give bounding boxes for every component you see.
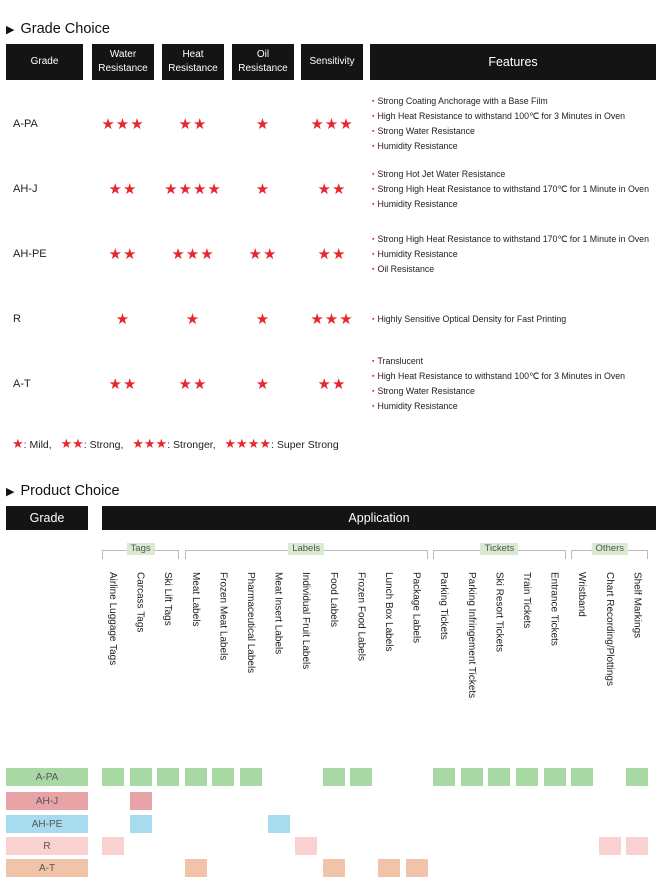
water-rating-stars: ★ (115, 311, 131, 328)
sensitivity-rating-stars: ★★★ (310, 311, 354, 328)
application-match-cell (130, 792, 152, 810)
feature-text: Highly Sensitive Optical Density for Fast Printing (377, 313, 567, 324)
legend-stars-stronger: ★★★ (132, 436, 168, 451)
water-rating-stars: ★★ (108, 181, 138, 198)
feature-text: Strong Coating Anchorage with a Base Film (377, 96, 548, 106)
grade-cell (13, 352, 31, 416)
bullet-icon: ▪ (372, 315, 375, 323)
feature-text: Translucent (377, 356, 424, 366)
water-rating-stars: ★★ (108, 246, 138, 263)
bullet-icon: ▪ (372, 373, 375, 380)
application-column-label: Parking Infringement Tickets (465, 572, 477, 699)
legend-label-strong: : Strong, (83, 439, 124, 451)
feature-item (372, 247, 656, 262)
feature-text: Humidity Resistance (377, 248, 458, 259)
bullet-icon: ▪ (372, 250, 375, 258)
application-column-label: Parking Tickets (438, 572, 450, 640)
grade-cell (13, 222, 47, 286)
feature-text: Humidity Resistance (377, 141, 458, 151)
feature-item (372, 94, 656, 109)
grade-cell (13, 157, 37, 221)
application-column-label: Ski Lift Tags (162, 572, 174, 626)
sensitivity-rating-stars: ★★ (317, 376, 347, 393)
features-list (372, 352, 656, 416)
application-column-label: Wristband (576, 572, 588, 617)
application-match-cell (406, 859, 428, 877)
heat-rating-stars: ★ (185, 311, 201, 328)
oil-rating-stars: ★ (255, 376, 271, 393)
grade-name: A-PA (13, 118, 38, 130)
feature-text: High Heat Resistance to withstand 100℃ for 3 Minutes in Oven (377, 371, 626, 381)
heat-rating-stars: ★★★★ (164, 181, 222, 198)
application-column-label: Shelf Markings (631, 572, 643, 639)
application-match-cell (516, 768, 538, 786)
feature-text: Strong Water Resistance (377, 386, 475, 396)
application-match-cell (102, 768, 124, 786)
application-match-cell (185, 768, 207, 786)
application-match-cell (378, 859, 400, 877)
application-match-cell (323, 859, 345, 877)
feature-item (372, 139, 656, 154)
grade-name: AH-PE (13, 248, 47, 260)
legend-label-stronger: : Stronger, (167, 439, 216, 451)
application-column-label: Meat Insert Labels (272, 572, 284, 655)
header-sensitivity: Sensitivity (301, 44, 363, 80)
application-match-cell (130, 815, 152, 833)
application-column-label: Airline Luggage Tags (107, 572, 118, 666)
legend-stars-super-strong: ★★★★ (224, 436, 272, 451)
water-rating-stars: ★★★ (101, 116, 145, 133)
application-match-cell (350, 768, 372, 786)
product-grade-label: A-T (6, 859, 88, 877)
feature-item (372, 124, 656, 139)
application-column-label: Lunch Box Labels (383, 572, 394, 652)
application-column-label: Frozen Meat Labels (217, 572, 229, 661)
feature-text: Oil Resistance (377, 263, 435, 274)
oil-rating-stars: ★★ (248, 246, 278, 263)
group-label: Labels (288, 543, 324, 555)
application-match-cell (268, 815, 290, 833)
features-list (372, 287, 656, 351)
application-match-cell (626, 837, 648, 855)
application-column-label: Package Labels (410, 572, 422, 644)
application-match-cell (157, 768, 179, 786)
feature-item (372, 182, 656, 197)
feature-item (372, 262, 656, 277)
star-legend (12, 436, 339, 452)
application-match-cell (461, 768, 483, 786)
bullet-icon: ▪ (372, 143, 375, 150)
application-column-label: Entrance Tickets (548, 572, 560, 646)
bullet-icon: ▪ (372, 358, 375, 365)
application-match-cell (571, 768, 593, 786)
header-oil-resistance: Oil Resistance (232, 44, 294, 80)
legend-label-mild: : Mild, (23, 439, 52, 451)
product-grade-label: AH-PE (6, 815, 88, 833)
product-grade-label: R (6, 837, 88, 855)
header-product-grade: Grade (6, 506, 88, 530)
legend-stars-strong: ★★ (60, 436, 84, 451)
application-column-label: Train Tickets (521, 572, 532, 629)
heat-rating-stars: ★★★ (171, 246, 215, 263)
legend-stars-mild: ★ (12, 436, 24, 451)
feature-item (372, 354, 656, 369)
sensitivity-rating-stars: ★★ (317, 181, 347, 198)
header-grade: Grade (6, 44, 83, 80)
feature-text: Humidity Resistance (377, 401, 458, 411)
features-list (372, 92, 656, 156)
bullet-icon: ▪ (372, 200, 375, 208)
feature-text: Humidity Resistance (377, 198, 458, 209)
oil-rating-stars: ★ (255, 116, 271, 133)
application-match-cell (240, 768, 262, 786)
feature-text: Strong High Heat Resistance to withstand 170℃ for 1 Minute in Oven (377, 183, 649, 194)
feature-item (372, 399, 656, 414)
feature-text: Strong Hot Jet Water Resistance (377, 168, 506, 179)
feature-item (372, 167, 656, 182)
sensitivity-rating-stars: ★★★ (310, 116, 354, 133)
water-rating-stars: ★★ (108, 376, 138, 393)
application-match-cell (599, 837, 621, 855)
feature-text: Strong Water Resistance (377, 126, 475, 136)
triangle-icon: ▶ (6, 486, 15, 498)
application-match-cell (130, 768, 152, 786)
application-match-cell (102, 837, 124, 855)
header-heat-resistance: Heat Resistance (162, 44, 224, 80)
application-column-label: Ski Resort Tickets (493, 572, 505, 653)
heat-rating-stars: ★★ (178, 376, 208, 393)
bullet-icon: ▪ (372, 403, 375, 410)
product-grade-label: AH-J (6, 792, 88, 810)
feature-item (372, 369, 656, 384)
product-choice-title: ▶ Product Choice (6, 483, 120, 499)
features-list (372, 157, 656, 221)
application-column-label: Meat Labels (189, 572, 201, 627)
bullet-icon: ▪ (372, 98, 375, 105)
bullet-icon: ▪ (372, 113, 375, 120)
feature-item (372, 109, 656, 124)
application-match-cell (488, 768, 510, 786)
triangle-icon: ▶ (6, 24, 15, 36)
feature-item (372, 384, 656, 399)
product-grade-label: A-PA (6, 768, 88, 786)
group-label: Tickets (481, 543, 519, 555)
group-label: Tags (127, 543, 155, 555)
feature-text: Strong High Heat Resistance to withstand 170℃ for 1 Minute in Oven (377, 233, 649, 244)
features-list (372, 222, 656, 286)
application-match-cell (295, 837, 317, 855)
application-match-cell (626, 768, 648, 786)
grade-name: AH-J (13, 183, 38, 195)
application-column-label: Food Labels (327, 572, 339, 628)
grade-name: R (13, 313, 21, 325)
sensitivity-rating-stars: ★★ (317, 246, 347, 263)
feature-item (372, 232, 656, 247)
bullet-icon: ▪ (372, 265, 375, 273)
application-column-label: Carcass Tags (134, 572, 146, 633)
grade-cell (13, 92, 38, 156)
header-water-resistance: Water Resistance (92, 44, 154, 80)
bullet-icon: ▪ (372, 235, 375, 243)
application-column-label: Chart Recording/Plottings (603, 572, 615, 686)
bullet-icon: ▪ (372, 128, 375, 135)
feature-item (372, 312, 656, 327)
application-column-label: Individual Fruit Labels (300, 572, 312, 670)
application-match-cell (185, 859, 207, 877)
header-application: Application (102, 506, 656, 530)
header-features: Features (370, 44, 656, 80)
feature-item (372, 197, 656, 212)
bullet-icon: ▪ (372, 388, 375, 395)
bullet-icon: ▪ (372, 170, 375, 178)
grade-cell (13, 287, 21, 351)
application-column-label: Pharmaceutical Labels (245, 572, 256, 674)
bullet-icon: ▪ (372, 185, 375, 193)
feature-text: High Heat Resistance to withstand 100℃ for 3 Minutes in Oven (377, 111, 626, 121)
application-match-cell (544, 768, 566, 786)
legend-label-super-strong: : Super Strong (271, 439, 339, 451)
application-match-cell (212, 768, 234, 786)
application-match-cell (323, 768, 345, 786)
oil-rating-stars: ★ (255, 311, 271, 328)
heat-rating-stars: ★★ (178, 116, 208, 133)
application-column-label: Frozen Food Labels (355, 572, 367, 661)
grade-name: A-T (13, 378, 31, 390)
grade-choice-title: ▶ Grade Choice (6, 21, 110, 37)
application-match-cell (433, 768, 455, 786)
oil-rating-stars: ★ (255, 181, 271, 198)
group-label: Others (592, 543, 629, 555)
